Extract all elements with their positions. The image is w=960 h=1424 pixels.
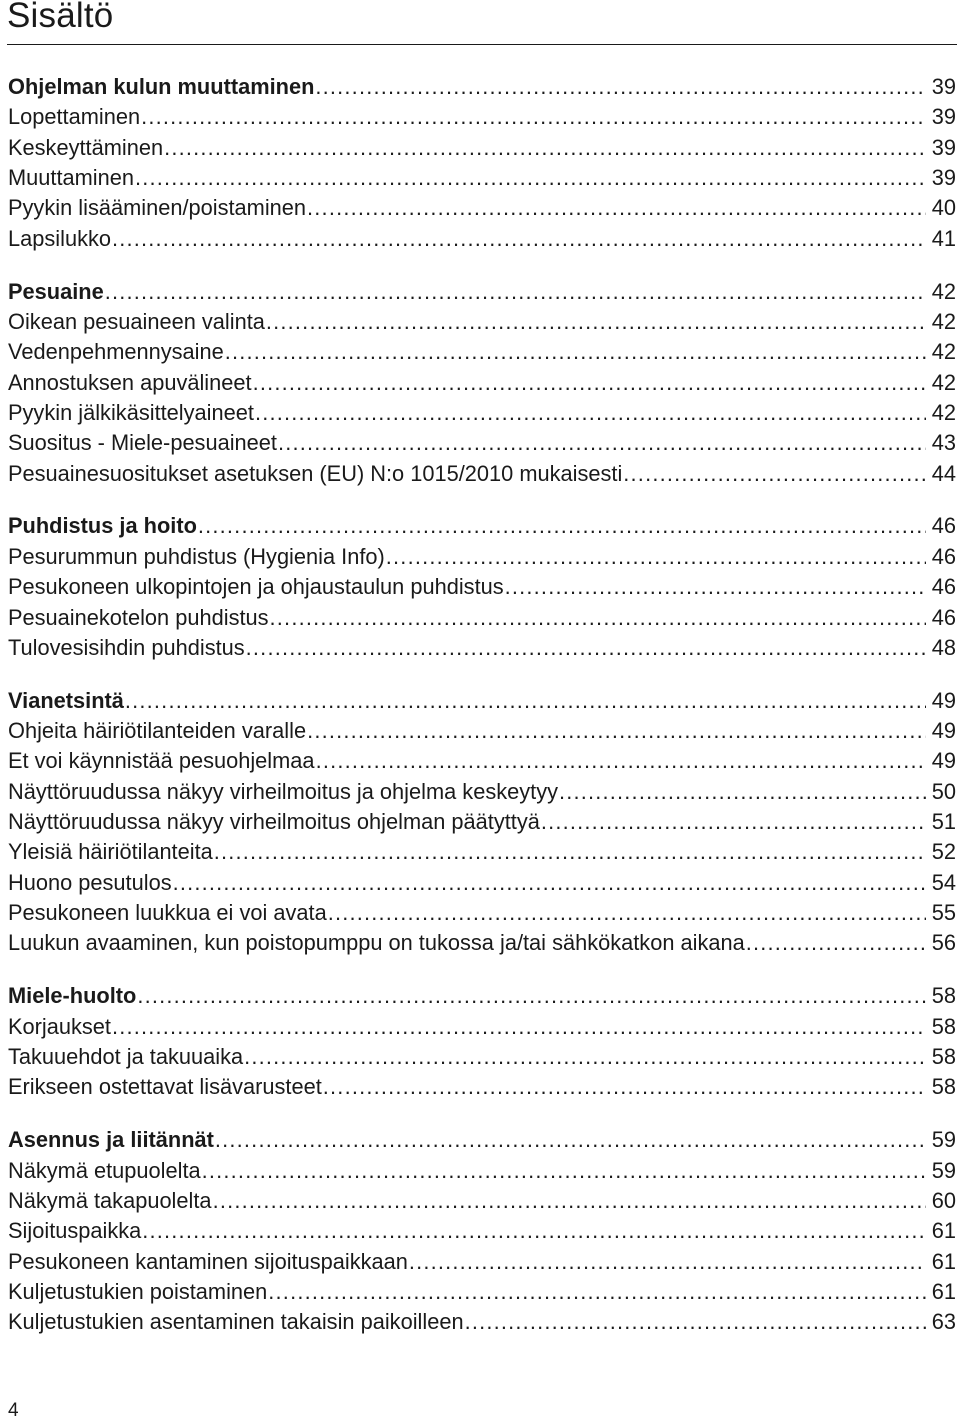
dot-leader xyxy=(386,542,926,572)
toc-entry[interactable] xyxy=(8,807,956,837)
toc-entry-page: 42 xyxy=(931,278,956,304)
dot-leader xyxy=(746,928,926,958)
toc-entry-page: 43 xyxy=(931,430,956,456)
toc-entry[interactable] xyxy=(8,777,956,807)
dot-leader xyxy=(141,102,926,132)
toc-entry-title: Ohjeita häiriötilanteiden varalle xyxy=(8,718,307,744)
toc-entry-title: Miele-huolto xyxy=(8,983,137,1009)
toc-section xyxy=(8,686,956,959)
dot-leader xyxy=(323,1072,926,1102)
toc-entry[interactable] xyxy=(8,1277,956,1307)
toc-entry-page: 42 xyxy=(931,369,956,395)
toc-entry-page: 39 xyxy=(931,74,956,99)
dot-leader xyxy=(541,807,926,837)
dot-leader xyxy=(465,1307,926,1337)
dot-leader xyxy=(246,633,926,663)
toc-entry[interactable] xyxy=(8,928,956,958)
toc-entry[interactable] xyxy=(8,193,956,223)
dot-leader xyxy=(409,1247,926,1277)
dot-leader xyxy=(173,868,926,898)
toc-entry[interactable] xyxy=(8,459,956,489)
toc-entry-page: 52 xyxy=(931,839,956,865)
toc-entry[interactable] xyxy=(8,837,956,867)
toc-entry-page: 44 xyxy=(931,460,956,486)
toc-entry-title: Ohjelman kulun muuttaminen xyxy=(8,74,315,99)
dot-leader xyxy=(266,307,926,337)
toc-entry-title: Pyykin lisääminen/poistaminen xyxy=(8,195,307,221)
toc-section-heading[interactable] xyxy=(8,277,956,307)
toc-entry-title: Muuttaminen xyxy=(8,165,135,191)
dot-leader xyxy=(215,1125,926,1155)
toc-entry[interactable] xyxy=(8,102,956,132)
dot-leader xyxy=(307,716,926,746)
dot-leader xyxy=(198,511,926,541)
toc-entry[interactable] xyxy=(8,542,956,572)
dot-leader xyxy=(225,337,926,367)
toc-section xyxy=(8,981,956,1102)
toc-entry-title: Pesukoneen ulkopintojen ja ohjaustaulun puhdistus xyxy=(8,574,504,600)
toc-entry-page: 63 xyxy=(931,1309,956,1335)
toc-entry-title: Lopettaminen xyxy=(8,104,141,130)
dot-leader xyxy=(253,368,926,398)
toc-entry-title: Huono pesutulos xyxy=(8,869,172,895)
toc-section-heading[interactable] xyxy=(8,686,956,716)
toc-section xyxy=(8,1125,956,1337)
toc-entry-page: 58 xyxy=(931,983,956,1009)
toc-entry-title: Pyykin jälkikäsittelyaineet xyxy=(8,399,254,425)
toc-entry-title: Kuljetustukien asentaminen takaisin paikoilleen xyxy=(8,1309,464,1335)
toc-entry-page: 59 xyxy=(931,1127,956,1153)
toc-entry-page: 59 xyxy=(931,1157,956,1183)
toc-entry-title: Pesuaine xyxy=(8,278,104,304)
toc-section xyxy=(8,511,956,663)
toc-entry-title: Sijoituspaikka xyxy=(8,1218,142,1244)
toc-entry-page: 42 xyxy=(931,339,956,365)
toc-entry[interactable] xyxy=(8,1012,956,1042)
toc-entry[interactable] xyxy=(8,307,956,337)
toc-entry-title: Oikean pesuaineen valinta xyxy=(8,308,265,334)
toc-entry-page: 39 xyxy=(931,165,956,191)
toc-entry-page: 55 xyxy=(931,900,956,926)
toc-entry-title: Asennus ja liitännät xyxy=(8,1127,214,1153)
toc-section xyxy=(8,277,956,489)
toc-entry-page: 58 xyxy=(931,1043,956,1069)
dot-leader xyxy=(270,603,926,633)
toc-entry-page: 60 xyxy=(931,1187,956,1213)
dot-leader xyxy=(213,1186,926,1216)
toc-entry[interactable] xyxy=(8,398,956,428)
toc-entry[interactable] xyxy=(8,1042,956,1072)
dot-leader xyxy=(214,837,926,867)
toc-entry[interactable] xyxy=(8,633,956,663)
toc-entry-page: 61 xyxy=(931,1248,956,1274)
dot-leader xyxy=(244,1042,926,1072)
dot-leader xyxy=(112,224,926,254)
toc-entry-title: Näkymä etupuolelta xyxy=(8,1157,201,1183)
toc-entry-page: 46 xyxy=(931,604,956,630)
toc-entry-page: 50 xyxy=(931,778,956,804)
toc-entry-title: Annostuksen apuvälineet xyxy=(8,369,252,395)
toc-entry[interactable] xyxy=(8,1186,956,1216)
toc-entry-page: 42 xyxy=(931,308,956,334)
toc-entry[interactable] xyxy=(8,337,956,367)
dot-leader xyxy=(105,277,926,307)
toc-entry-title: Puhdistus ja hoito xyxy=(8,513,197,539)
toc-entry-title: Pesukoneen luukkua ei voi avata xyxy=(8,900,327,926)
toc-entry-page: 58 xyxy=(931,1074,956,1100)
toc-entry[interactable] xyxy=(8,898,956,928)
page-title: Sisältö xyxy=(7,0,114,35)
toc-entry-title: Näyttöruudussa näkyy virheilmoitus ohjelman päätyttyä xyxy=(8,809,540,835)
toc-section-heading[interactable] xyxy=(8,72,956,102)
dot-leader xyxy=(505,572,926,602)
toc-entry[interactable] xyxy=(8,163,956,193)
toc-entry-page: 40 xyxy=(931,195,956,221)
toc-entry-page: 61 xyxy=(931,1218,956,1244)
dot-leader xyxy=(255,398,926,428)
toc-entry-title: Yleisiä häiriötilanteita xyxy=(8,839,213,865)
toc-entry-title: Kuljetustukien poistaminen xyxy=(8,1278,268,1304)
toc-entry-title: Vedenpehmennysaine xyxy=(8,339,224,365)
toc-entry-title: Lapsilukko xyxy=(8,225,111,251)
toc-section-heading[interactable] xyxy=(8,1125,956,1155)
toc-entry-title: Pesurummun puhdistus (Hygienia Info) xyxy=(8,543,385,569)
dot-leader xyxy=(135,163,926,193)
toc-entry-page: 61 xyxy=(931,1278,956,1304)
toc-entry[interactable] xyxy=(8,368,956,398)
toc-entry-title: Et voi käynnistää pesuohjelmaa xyxy=(8,748,315,774)
toc-entry-title: Pesuainekotelon puhdistus xyxy=(8,604,269,630)
toc-entry-page: 54 xyxy=(931,869,956,895)
toc-entry-page: 39 xyxy=(931,104,956,130)
toc-section xyxy=(8,72,956,254)
toc-entry-page: 51 xyxy=(931,809,956,835)
dot-leader xyxy=(125,686,926,716)
toc-entry-title: Pesukoneen kantaminen sijoituspaikkaan xyxy=(8,1248,408,1274)
toc-entry[interactable] xyxy=(8,1216,956,1246)
toc-entry[interactable] xyxy=(8,716,956,746)
dot-leader xyxy=(315,72,926,102)
toc-entry-page: 46 xyxy=(931,513,956,539)
toc-entry-page: 39 xyxy=(931,134,956,160)
toc-entry-title: Pesuainesuositukset asetuksen (EU) N:o 1015/2010 mukaisesti xyxy=(8,460,623,486)
dot-leader xyxy=(316,746,926,776)
toc-entry-page: 49 xyxy=(931,718,956,744)
dot-leader xyxy=(164,133,926,163)
dot-leader xyxy=(142,1216,926,1246)
dot-leader xyxy=(328,898,926,928)
toc-entry[interactable] xyxy=(8,224,956,254)
toc-entry[interactable] xyxy=(8,1307,956,1337)
table-of-contents xyxy=(8,72,956,1360)
dot-leader xyxy=(137,981,926,1011)
toc-entry-title: Vianetsintä xyxy=(8,687,124,713)
toc-entry-title: Erikseen ostettavat lisävarusteet xyxy=(8,1074,322,1100)
toc-entry-page: 48 xyxy=(931,634,956,660)
toc-entry-page: 46 xyxy=(931,574,956,600)
toc-entry-page: 58 xyxy=(931,1013,956,1039)
toc-entry[interactable] xyxy=(8,572,956,602)
title-divider xyxy=(7,44,957,45)
toc-entry-title: Näkymä takapuolelta xyxy=(8,1187,212,1213)
dot-leader xyxy=(112,1012,926,1042)
dot-leader xyxy=(202,1156,926,1186)
toc-entry-page: 42 xyxy=(931,399,956,425)
toc-entry-title: Tulovesisihdin puhdistus xyxy=(8,634,245,660)
toc-entry-title: Luukun avaaminen, kun poistopumppu on tukossa ja/tai sähkökatkon aikana xyxy=(8,930,745,956)
toc-section-heading[interactable] xyxy=(8,981,956,1011)
toc-entry[interactable] xyxy=(8,1156,956,1186)
page-number: 4 xyxy=(8,1400,19,1421)
toc-entry-page: 41 xyxy=(931,225,956,251)
toc-entry[interactable] xyxy=(8,133,956,163)
dot-leader xyxy=(307,193,926,223)
toc-entry-title: Keskeyttäminen xyxy=(8,134,164,160)
dot-leader xyxy=(278,428,926,458)
toc-entry-title: Korjaukset xyxy=(8,1013,111,1039)
toc-entry-title: Suositus - Miele-pesuaineet xyxy=(8,430,277,456)
toc-entry-page: 49 xyxy=(931,687,956,713)
dot-leader xyxy=(268,1277,926,1307)
toc-entry-page: 56 xyxy=(931,930,956,956)
dot-leader xyxy=(559,777,926,807)
toc-entry-page: 49 xyxy=(931,748,956,774)
toc-entry-title: Takuuehdot ja takuuaika xyxy=(8,1043,244,1069)
toc-entry[interactable] xyxy=(8,428,956,458)
toc-entry-title: Näyttöruudussa näkyy virheilmoitus ja ohjelma keskeytyy xyxy=(8,778,558,804)
dot-leader xyxy=(623,459,926,489)
toc-entry[interactable] xyxy=(8,868,956,898)
toc-section-heading[interactable] xyxy=(8,511,956,541)
toc-entry-page: 46 xyxy=(931,543,956,569)
toc-entry[interactable] xyxy=(8,746,956,776)
toc-entry[interactable] xyxy=(8,603,956,633)
toc-entry[interactable] xyxy=(8,1072,956,1102)
toc-entry[interactable] xyxy=(8,1247,956,1277)
